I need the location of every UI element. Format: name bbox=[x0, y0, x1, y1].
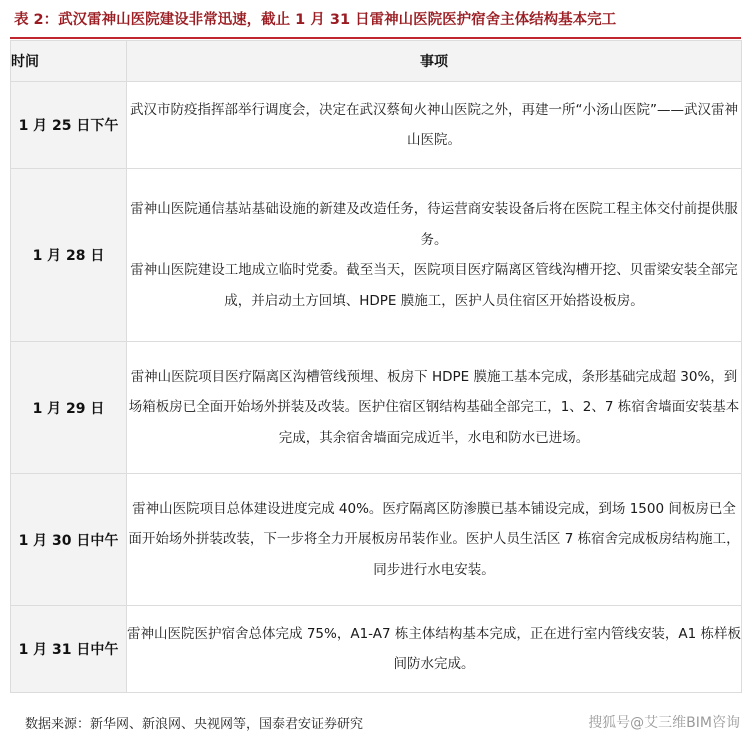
event-text: 武汉市防疫指挥部举行调度会，决定在武汉蔡甸火神山医院之外，再建一所“小汤山医院”——武汉雷神山医院。 bbox=[130, 101, 738, 148]
event-text: 雷神山医院建设工地成立临时党委。截至当天，医院项目医疗隔离区管线沟槽开挖、贝雷梁安装全部完成，并启动土方回填、HDPE 膜施工，医护人员住宿区开始搭设板房。 bbox=[130, 262, 738, 309]
header-event: 事项 bbox=[127, 41, 742, 82]
row-date: 1 月 25 日下午 bbox=[11, 82, 127, 169]
table-row bbox=[11, 169, 742, 342]
row-date: 1 月 30 日中午 bbox=[11, 474, 127, 606]
table-caption: 表 2：武汉雷神山医院建设非常迅速，截止 1 月 31 日雷神山医院医护宿舍主体结构基本完工 bbox=[14, 12, 617, 28]
row-date: 1 月 28 日 bbox=[11, 169, 127, 342]
row-event-cell bbox=[127, 82, 742, 169]
event-text: 雷神山医院项目总体建设进度完成 40%。医疗隔离区防渗膜已基本铺设完成，到场 1500 间板房已全面开始场外拼装改装，下一步将全力开展板房吊装作业。医护人员生活区 7 栋宿舍完成板房结构施工，同步进行水电安装。 bbox=[128, 500, 740, 578]
table-row bbox=[11, 474, 742, 606]
row-date: 1 月 31 日中午 bbox=[11, 606, 127, 693]
row-date: 1 月 29 日 bbox=[11, 342, 127, 474]
event-text: 雷神山医院通信基站基础设施的新建及改造任务，待运营商安装设备后将在医院工程主体交付前提供服务。 bbox=[130, 201, 738, 248]
row-event-cell bbox=[127, 474, 742, 606]
table-row bbox=[11, 342, 742, 474]
event-text: 雷神山医院医护宿舍总体完成 75%，A1-A7 栋主体结构基本完成，正在进行室内管线安装，A1 栋样板间防水完成。 bbox=[127, 625, 741, 672]
caption-divider bbox=[10, 37, 741, 39]
table-header-row bbox=[11, 41, 742, 82]
header-time: 时间 bbox=[11, 41, 127, 82]
data-source-note: 数据来源：新华网、新浪网、央视网等，国泰君安证券研究 bbox=[25, 717, 364, 732]
table-row bbox=[11, 82, 742, 169]
event-text: 雷神山医院项目医疗隔离区沟槽管线预埋、板房下 HDPE 膜施工基本完成，条形基础完成超 30%，到场箱板房已全面开始场外拼装及改装。医护住宿区钢结构基础全部完工，1、2、7 栋宿舍墙面安装基本完成，其余宿舍墙面完成近半，水电和防水已进场。 bbox=[128, 368, 740, 446]
row-event-cell bbox=[127, 169, 742, 342]
watermark: 搜狐号@艾三维BIM咨询 bbox=[588, 715, 740, 731]
row-event-cell bbox=[127, 606, 742, 693]
table-row bbox=[11, 606, 742, 693]
row-event-cell bbox=[127, 342, 742, 474]
timeline-table bbox=[10, 40, 742, 693]
